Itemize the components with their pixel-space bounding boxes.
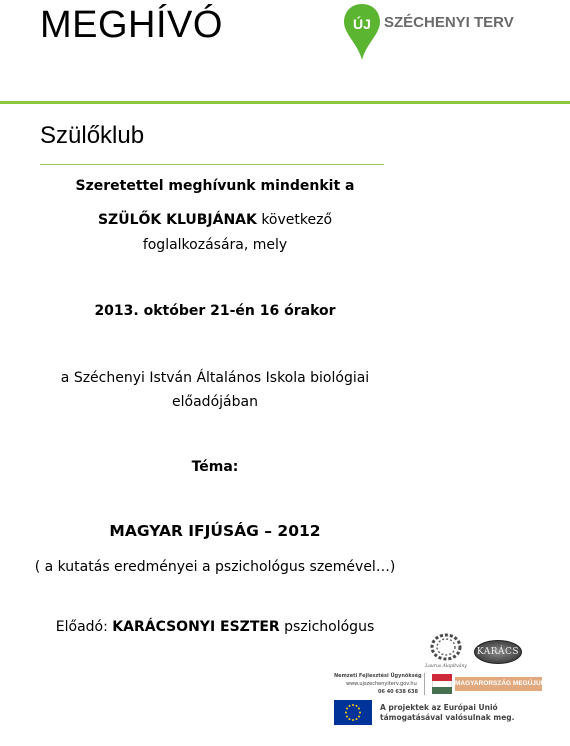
agency-url: www.ujszechenyiterv.gov.hu bbox=[346, 681, 417, 687]
header-divider bbox=[0, 101, 570, 104]
subtitle-divider bbox=[40, 164, 384, 165]
invitation-line-1: Szeretettel meghívunk mindenkit a bbox=[75, 178, 355, 194]
logo-text: SZÉCHENYI TERV bbox=[384, 14, 514, 31]
eu-notice-line-2: támogatásával valósulnak meg. bbox=[380, 713, 515, 722]
hungarian-flag-icon bbox=[432, 674, 452, 694]
venue-line-2: előadójában bbox=[172, 394, 258, 410]
logo-badge-text: ÚJ bbox=[353, 16, 371, 32]
speaker-line bbox=[0, 618, 430, 636]
speaker-prefix: Előadó: bbox=[55, 619, 113, 635]
agency-name: Nemzeti Fejlesztési Ügynökség bbox=[334, 673, 422, 679]
theme-title: MAGYAR IFJÚSÁG – 2012 bbox=[109, 522, 321, 540]
club-name: SZÜLŐK KLUBJÁNAK bbox=[97, 212, 257, 228]
laurel-wreath-icon bbox=[426, 631, 466, 663]
eu-notice-line-1: A projektek az Európai Unió bbox=[380, 703, 498, 712]
invitation-line-3: foglalkozására, mely bbox=[142, 237, 288, 253]
theme-subtitle: ( a kutatás eredményei a pszichológus szemével…) bbox=[34, 559, 396, 575]
agency-phone: 06 40 638 638 bbox=[378, 689, 419, 695]
venue-line-1: a Széchenyi István Általános Iskola biológiai bbox=[60, 370, 370, 386]
speaker-suffix: pszichológus bbox=[279, 619, 375, 635]
speaker-name: KARÁCSONYI ESZTER bbox=[112, 619, 280, 635]
invitation-line-2 bbox=[0, 211, 430, 229]
invitation-line-2-rest: következő bbox=[256, 212, 333, 228]
laurel-caption: Laurus Alapítvány bbox=[425, 664, 467, 669]
karacs-badge: KARÁCS bbox=[474, 640, 522, 664]
country-banner: MAGYARORSZÁG MEGÚJUL bbox=[455, 677, 542, 691]
footer-separator bbox=[424, 673, 425, 695]
page-title: MEGHÍVÓ bbox=[40, 4, 223, 46]
event-date: 2013. október 21-én 16 órakor bbox=[94, 303, 336, 319]
location-pin-icon bbox=[342, 2, 382, 62]
szechenyi-terv-logo bbox=[342, 2, 542, 62]
subtitle: Szülőklub bbox=[40, 122, 145, 149]
theme-label: Téma: bbox=[191, 459, 239, 475]
eu-flag-icon bbox=[334, 700, 372, 725]
